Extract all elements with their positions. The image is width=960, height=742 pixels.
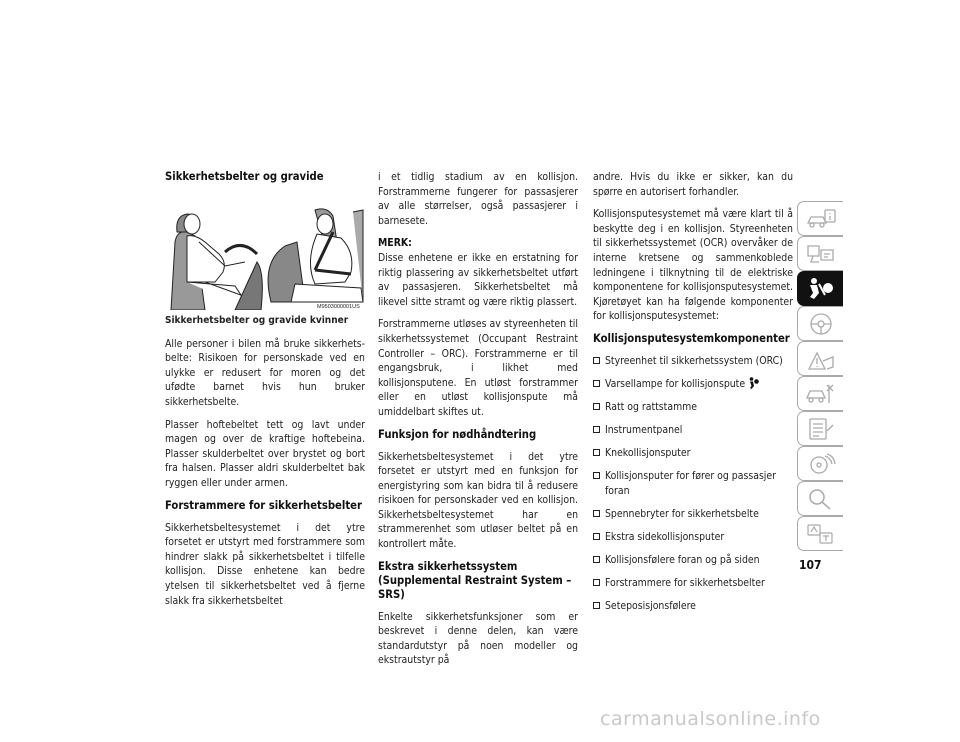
chapter-tab-strip	[797, 201, 843, 551]
checkbox-square-icon	[593, 449, 600, 456]
paragraph: Plasser hoftebeltet tett og lavt under magen og over de kraftige hoftebeina. Plasser skulderbeltet over brystet og bort fra halsen. Plasser aldri skulderbeltet bak ryggen eller under armen.	[165, 418, 365, 489]
tab-car-info[interactable]	[797, 201, 843, 236]
maintenance-checklist-icon	[805, 417, 837, 441]
dashboard-lights-icon	[805, 242, 837, 266]
checkbox-square-icon	[593, 472, 600, 479]
section-heading-pregnant: Sikkerhetsbelter og gravide	[165, 170, 324, 183]
list-item: Ekstra sidekollisjonsputer	[593, 530, 793, 545]
note-text: Disse enhetene er ikke en erstatning for riktig plassering av sikkerhetsbeltet utført av passasjeren. Sikkerhetsbeltet må likevel sitte stramt og være riktig plassert.	[378, 251, 578, 308]
section-heading-pretensioners: Forstrammere for sikkerhetsbelter	[165, 498, 362, 512]
list-item: Forstrammere for sikkerhetsbelter	[593, 576, 793, 591]
paragraph: Sikkerhetsbeltesystemet i det ytre forsetet er utstyrt med forstrammere som hindrer slakk på sikkerhetsbeltet i tilfelle kollisjon. Disse enhetene kan bedre ytelsen til sikkerhetsbeltet ved å fjerne slakk fra sikkerhetsbeltet	[165, 521, 365, 607]
page-number: 107	[799, 558, 822, 572]
column-right	[593, 170, 793, 623]
tab-specifications[interactable]	[797, 411, 843, 446]
list-item: Kollisjonsputer for fører og passasjer foran	[593, 469, 793, 498]
tab-starting-driving[interactable]	[797, 306, 843, 341]
checkbox-square-icon	[593, 556, 600, 563]
languages-icon	[805, 522, 837, 546]
paragraph: Forstrammerne utløses av styreenheten til sikkerhetssystemet (Occupant Restraint Controller – ORC). Forstrammerne er til engangsbruk, i likhet med kollisjonsputene. En utløst forstrammer eller en utløst kollisjonspute må umiddelbart skiftes ut.	[378, 318, 578, 418]
checkbox-square-icon	[593, 426, 600, 433]
paragraph: Enkelte sikkerhetsfunksjoner som er beskrevet i denne delen, kan være standardutstyr på noen modeller og ekstrautstyr på	[378, 610, 578, 667]
list-item: Styreenhet til sikkerhetssystem (ORC)	[593, 354, 793, 369]
paragraph: i et tidlig stadium av en kollisjon. Forstrammerne fungerer for passasjerer av alle størrelser, også passasjerer i barnesete.	[378, 171, 578, 227]
pregnant-women-seatbelt-drawing	[165, 202, 365, 310]
checkbox-square-icon	[593, 533, 600, 540]
warning-road-icon	[805, 347, 837, 371]
search-index-icon	[805, 487, 837, 511]
airbag-warning-icon	[748, 377, 759, 389]
list-item: Spennebryter for sikkerhetsbelte	[593, 507, 793, 522]
list-item: Ratt og rattstamme	[593, 400, 793, 415]
watermark-text: carmanualsonline.info	[600, 708, 821, 730]
list-item: Seteposisjonsfølere	[593, 599, 793, 614]
tab-languages[interactable]	[797, 516, 843, 551]
column-middle	[378, 170, 578, 676]
tab-service[interactable]	[797, 376, 843, 411]
component-list	[593, 354, 793, 614]
list-item: Instrumentpanel	[593, 423, 793, 438]
paragraph: Alle personer i bilen må bruke sikkerhetsbelte: Risikoen for personskade ved en ulykke er redusert for moren og det ufødte barnet hvis hun bruker sikkerhetsbelte.	[165, 337, 365, 408]
checkbox-square-icon	[593, 380, 600, 387]
figure-code: M9503000001US	[317, 304, 360, 310]
seatbelt-airbag-icon	[805, 277, 837, 301]
tab-safety[interactable]	[797, 271, 843, 306]
paragraph: Sikkerhetsbeltesystemet i det ytre forsetet er utstyrt med en funksjon for energistyring som kan bidra til å redusere risikoen for personskader ved en kollisjon. Sikkerhetsbeltesystemet har en strammerenhet som utløser beltet på en kontrollert måte.	[378, 450, 578, 551]
column-left	[165, 170, 365, 616]
list-item: Knekollisjonsputer	[593, 446, 793, 461]
checkbox-square-icon	[593, 403, 600, 410]
car-info-icon	[805, 207, 837, 231]
paragraph: andre. Hvis du ikke er sikker, kan du spørre en autorisert forhandler.	[593, 171, 793, 198]
note-label: MERK:	[378, 237, 412, 250]
section-heading-components: Kollisjonsputesystemkomponenter	[593, 331, 790, 345]
tab-multimedia[interactable]	[797, 446, 843, 481]
pregnant-seatbelt-illustration	[165, 202, 365, 310]
checkbox-square-icon	[593, 579, 600, 586]
section-heading-energy-management: Funksjon for nødhåndtering	[378, 427, 537, 441]
checkbox-square-icon	[593, 602, 600, 609]
section-heading-srs: Ekstra sikkerhetssystem (Supplemental Restraint System – SRS)	[378, 559, 572, 601]
list-item: Varsellampe for kollisjonspute	[593, 377, 793, 392]
steering-wheel-icon	[805, 312, 837, 336]
tab-dashboard-lights[interactable]	[797, 236, 843, 271]
checkbox-square-icon	[593, 510, 600, 517]
paragraph: Kollisjonsputesystemet må være klart til å beskytte deg i en kollisjon. Styreenheten til sikkerhetssystemet (OCR) overvåker de interne kretsene og sammenkoblede ledningene i tilknytning til de elektriske komponentene for kollisjonsputesystemet. Kjøretøyet kan ha følgende komponenter for kollisjonsputesystemet:	[593, 208, 793, 323]
list-item: Kollisjonsfølere foran og på siden	[593, 553, 793, 568]
tab-index[interactable]	[797, 481, 843, 516]
tab-emergency[interactable]	[797, 341, 843, 376]
multimedia-disc-icon	[805, 452, 837, 476]
car-service-tools-icon	[805, 382, 837, 406]
checkbox-square-icon	[593, 357, 600, 364]
figure-caption: Sikkerhetsbelter og gravide kvinner	[165, 315, 349, 326]
